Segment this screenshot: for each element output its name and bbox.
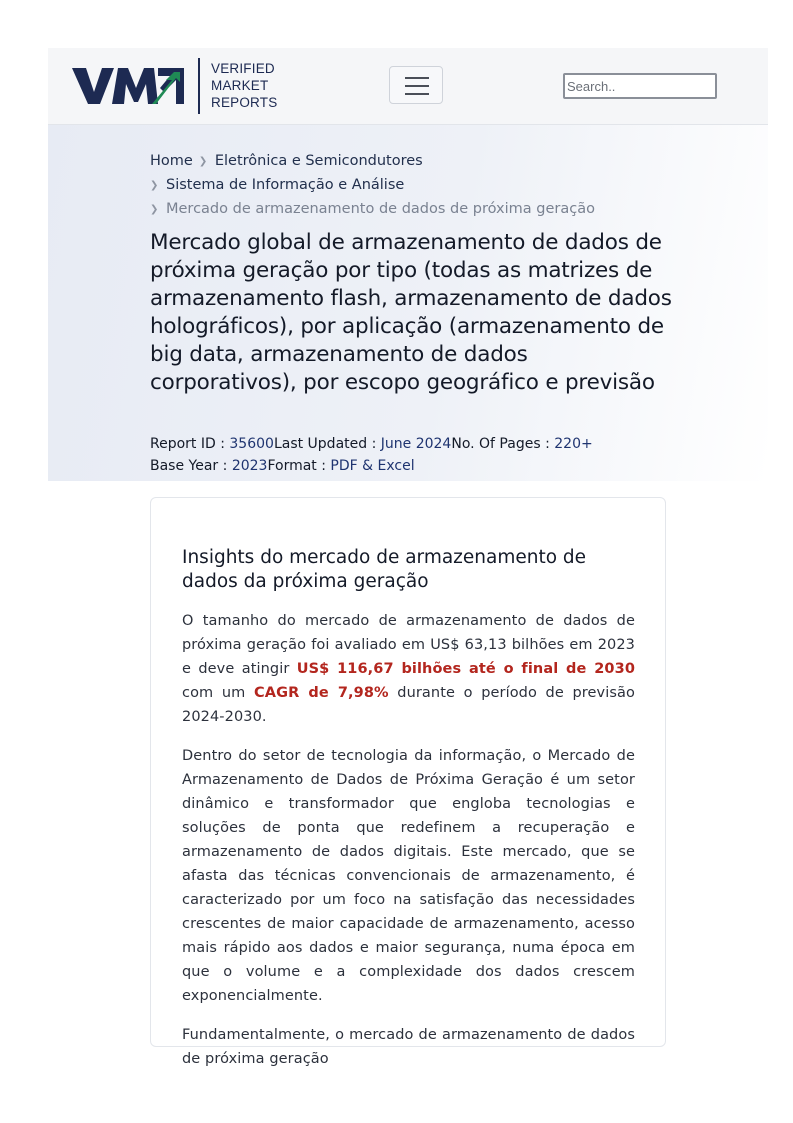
hamburger-icon-bar-3 (405, 93, 429, 95)
chevron-right-icon: ❯ (150, 180, 159, 191)
report-hero (48, 125, 768, 481)
search-input[interactable] (563, 73, 717, 99)
chevron-right-icon: ❯ (150, 204, 159, 215)
pages-value: 220+ (554, 436, 593, 452)
hamburger-icon-bar-2 (405, 85, 429, 87)
format-value: PDF & Excel (330, 458, 415, 474)
p1-highlight-cagr: CAGR de 7,98% (254, 685, 389, 701)
breadcrumb-subcategory[interactable]: Sistema de Informação e Análise (166, 177, 405, 193)
base-year-label: Base Year : (150, 458, 232, 474)
breadcrumb-category[interactable]: Eletrônica e Semicondutores (214, 153, 423, 169)
pages-label: No. Of Pages : (451, 436, 555, 452)
report-meta (150, 433, 593, 477)
hamburger-menu-button[interactable] (389, 66, 443, 104)
format-label: Format : (267, 458, 331, 474)
insights-paragraph-3: Fundamentalmente, o mercado de armazenamento de dados de próxima geração (182, 1027, 635, 1067)
report-id-label: Report ID : (150, 436, 230, 452)
insights-paragraph-2: Dentro do setor de tecnologia da informação, o Mercado de Armazenamento de Dados de Próxima Geração é um setor dinâmico e transformador que engloba tecnologias e soluções de ponta que redefinem a recuperação e armazenamento de dados digitais. Este mercado, que se afasta das técnicas convencionais de armazenamento, é caracterizado por um foco na satisfação das necessidades crescentes de maior capacidade de armazenamento, acesso mais rápido aos dados e maior segurança, numa época em que o volume e a complexidade dos dados crescem exponencialmente. (182, 748, 635, 1004)
insights-paragraph-1 (182, 609, 635, 729)
site-header (48, 48, 768, 125)
p1-text-c: durante o período de previsão 2024-2030. (182, 685, 635, 725)
hamburger-icon-bar-1 (405, 77, 429, 79)
logo-wordmark[interactable] (211, 60, 277, 111)
logo-line-1: VERIFIED (211, 61, 275, 76)
meta-row-2 (150, 455, 593, 477)
p1-text-b: com um (182, 685, 254, 701)
logo-divider (198, 58, 200, 114)
vmr-logo-icon[interactable] (72, 66, 184, 106)
updated-label: Last Updated : (273, 436, 381, 452)
p1-highlight-value: US$ 116,67 bilhões até o final de 2030 (296, 661, 636, 677)
breadcrumb (150, 149, 690, 221)
insights-heading: Insights do mercado de armazenamento de dados da próxima geração (182, 547, 587, 592)
base-year-value: 2023 (231, 458, 268, 474)
chevron-right-icon: ❯ (198, 156, 208, 167)
breadcrumb-current: Mercado de armazenamento de dados de próxima geração (166, 201, 595, 217)
logo-line-3: REPORTS (211, 95, 278, 110)
meta-row-1 (150, 433, 593, 455)
logo-line-2: MARKET (211, 78, 269, 93)
page-title: Mercado global de armazenamento de dados de próxima geração por tipo (todas as matrizes de armazenamento flash, armazenamento de dados holográficos), por aplicação (armazenamento de big data, armazenamento de dados corporativos), por escopo geográfico e previsão (150, 230, 672, 395)
updated-value: June 2024 (380, 436, 452, 452)
p1-text-a: O tamanho do mercado de armazenamento de dados de próxima geração foi avaliado em US$ 63,13 bilhões em 2023 e deve atingir (182, 613, 635, 677)
insights-card (150, 497, 666, 1067)
report-id-value: 35600 (229, 436, 274, 452)
breadcrumb-home[interactable]: Home (150, 153, 193, 169)
